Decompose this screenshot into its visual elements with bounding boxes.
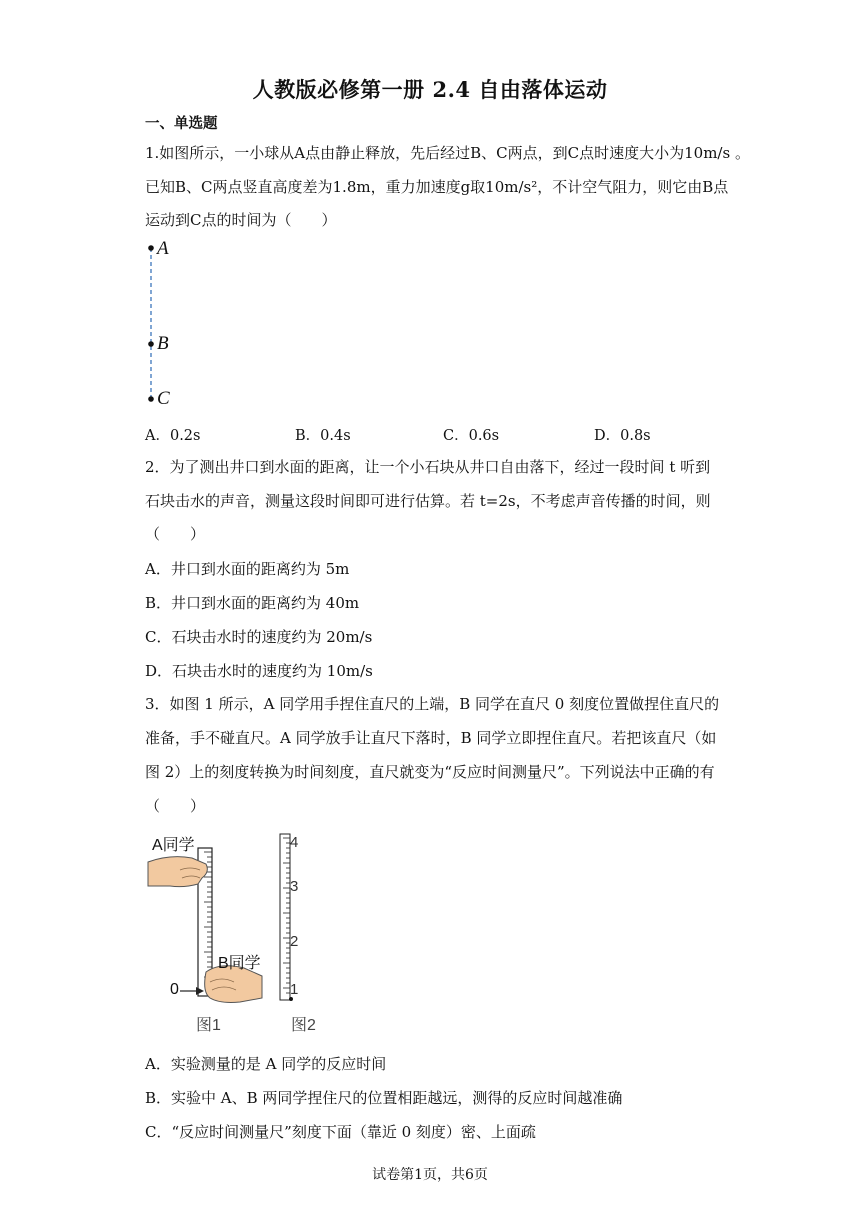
- ruler-2-mark-2: 2: [290, 933, 299, 950]
- q1-option-c[interactable]: C．0.6s: [443, 428, 500, 444]
- ruler-2: [280, 834, 290, 1000]
- point-a-label: A: [157, 238, 169, 259]
- q3-text-line-3: 图 2）上的刻度转换为时间刻度，直尺就变为“反应时间测量尺”。下列说法中正确的有: [145, 763, 715, 781]
- ruler-2-mark-4: 4: [290, 834, 299, 851]
- q1-text-line-3: 运动到C点的时间为（ ）: [145, 211, 337, 229]
- page-footer: 试卷第1页，共6页: [372, 1167, 488, 1183]
- zero-label: 0: [170, 981, 179, 998]
- point-b-label: B: [157, 333, 169, 354]
- q2-option-a[interactable]: A．井口到水面的距离约为 5m: [145, 560, 350, 578]
- q3-option-b[interactable]: B．实验中 A、B 两同学捏住尺的位置相距越远，测得的反应时间越准确: [145, 1089, 623, 1107]
- q1-option-b[interactable]: B．0.4s: [295, 428, 351, 444]
- q1-text-line-2: 已知B、C两点竖直高度差为1.8m，重力加速度g取10m/s²，不计空气阻力，则它由B点: [145, 178, 729, 196]
- q2-text-line-1: 2．为了测出井口到水面的距离，让一个小石块从井口自由落下，经过一段时间 t 听到: [145, 458, 711, 476]
- q3-text-line-1: 3．如图 1 所示，A 同学用手捏住直尺的上端，B 同学在直尺 0 刻度位置做捏住直尺的: [145, 695, 720, 713]
- point-a-dot: [148, 245, 154, 251]
- q3-text-line-4: （ ）: [145, 797, 206, 815]
- q2-option-d[interactable]: D．石块击水时的速度约为 10m/s: [145, 662, 373, 680]
- figure-1-caption: 图1: [196, 1017, 221, 1034]
- point-c-dot: [148, 396, 154, 402]
- hand-a-icon: [148, 857, 207, 887]
- q2-option-c[interactable]: C．石块击水时的速度约为 20m/s: [145, 628, 373, 646]
- page-title: 人教版必修第一册 2.4 自由落体运动: [252, 77, 608, 102]
- q2-option-b[interactable]: B．井口到水面的距离约为 40m: [145, 594, 360, 612]
- ruler-2-mark-3: 3: [290, 878, 299, 895]
- q1-option-a[interactable]: A．0.2s: [145, 428, 201, 444]
- q1-text-line-1: 1.如图所示，一小球从A点由静止释放，先后经过B、C两点，到C点时速度大小为10m/s 。: [145, 144, 750, 162]
- point-b-dot: [148, 341, 154, 347]
- figure-2-caption: 图2: [291, 1017, 316, 1034]
- q2-text-line-2: 石块击水的声音，测量这段时间即可进行估算。若 t=2s，不考虑声音传播的时间，则: [145, 492, 711, 510]
- q1-figure: [140, 238, 190, 413]
- q3-option-c[interactable]: C．“反应时间测量尺”刻度下面（靠近 0 刻度）密、上面疏: [145, 1123, 536, 1141]
- point-c-label: C: [157, 388, 170, 409]
- q3-text-line-2: 准备，手不碰直尺。A 同学放手让直尺下落时，B 同学立即捏住直尺。若把该直尺（如: [145, 729, 717, 747]
- q2-text-line-3: （ ）: [145, 525, 206, 543]
- student-b-label: B同学: [218, 955, 261, 972]
- q3-option-a[interactable]: A．实验测量的是 A 同学的反应时间: [145, 1055, 387, 1073]
- section-heading: 一、单选题: [145, 115, 218, 132]
- student-a-label: A同学: [152, 837, 195, 854]
- q3-figure: [140, 826, 340, 1036]
- ruler-2-mark-1: 1: [290, 981, 299, 998]
- q1-option-d[interactable]: D．0.8s: [594, 428, 651, 444]
